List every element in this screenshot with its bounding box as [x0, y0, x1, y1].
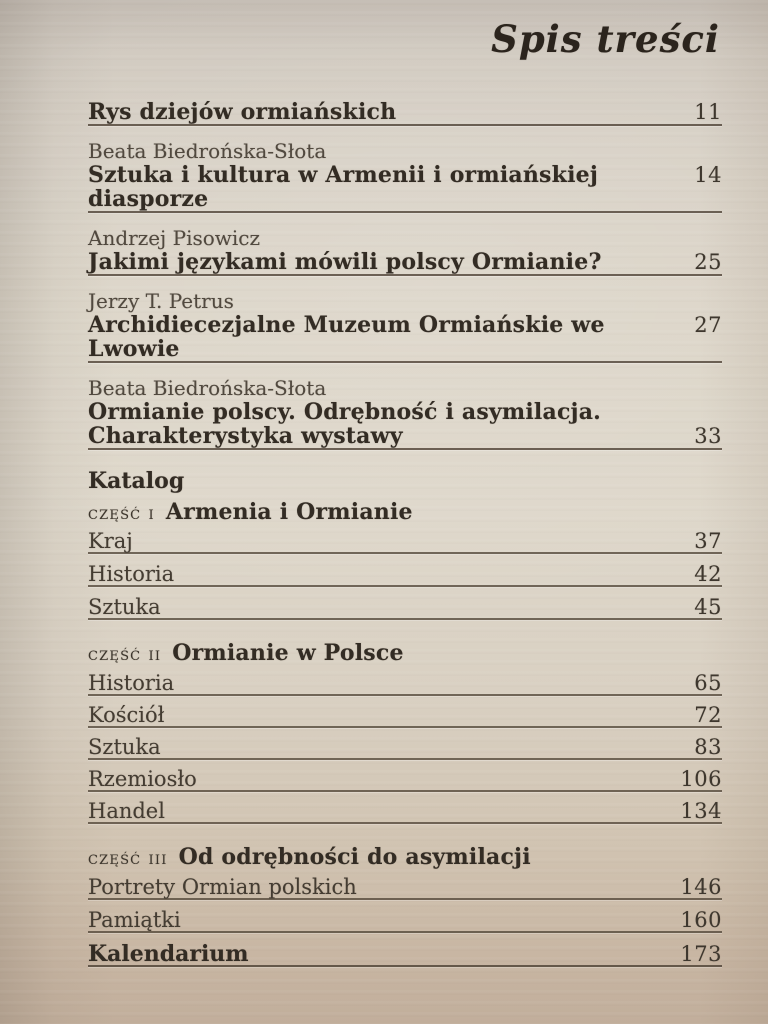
entry-title-line1: Ormianie polscy. Odrębność i asymilacja. [88, 399, 602, 425]
entry-title: Jakimi językami mówili polscy Ormianie? [88, 249, 602, 275]
page-number: 25 [694, 250, 722, 274]
part-label: część i [88, 502, 155, 524]
entry-author: Andrzej Pisowicz [88, 226, 261, 250]
item-label: Rzemiosło [88, 767, 197, 791]
page-number: 37 [694, 529, 722, 553]
toc-entry [88, 377, 722, 450]
item-label: Portrety Ormian polskich [88, 875, 357, 899]
part-heading-2 [88, 639, 722, 669]
toc-entry [88, 100, 722, 126]
toc-item [88, 801, 722, 824]
page-number: 42 [694, 562, 722, 586]
kalendarium-label: Kalendarium [88, 941, 249, 967]
page-number: 33 [694, 424, 722, 448]
entry-author: Beata Biedrońska-Słota [88, 139, 327, 163]
page-number: 134 [680, 799, 722, 823]
part-heading-1 [88, 498, 722, 528]
toc-item [88, 597, 722, 620]
toc-item [88, 737, 722, 760]
toc-item [88, 877, 722, 900]
entry-title: Rys dziejów ormiańskich [88, 99, 397, 125]
item-label: Historia [88, 671, 175, 695]
entry-author: Jerzy T. Petrus [88, 289, 234, 313]
page-number: 45 [694, 595, 722, 619]
entry-row [88, 100, 722, 126]
item-label: Sztuka [88, 735, 161, 759]
entry-title: Archidiecezjalne Muzeum Ormiańskie we Lwowie [88, 312, 605, 362]
page-number: 146 [680, 875, 722, 899]
entry-title-line2: Charakterystyka wystawy [88, 423, 403, 449]
page-number: 83 [694, 735, 722, 759]
page-number: 173 [680, 942, 722, 966]
toc-item [88, 910, 722, 933]
entry-author: Beata Biedrońska-Słota [88, 376, 327, 400]
page-number: 65 [694, 671, 722, 695]
entry-row [88, 250, 722, 276]
part-items-3 [88, 877, 722, 933]
page-title: Spis treści [491, 17, 720, 61]
part-items-1 [88, 531, 722, 620]
entry-row [88, 163, 722, 213]
toc-item [88, 531, 722, 554]
page-number: 11 [694, 100, 722, 124]
part-heading-3 [88, 843, 722, 873]
toc-item [88, 705, 722, 728]
toc-item [88, 769, 722, 792]
page-number: 160 [680, 908, 722, 932]
part-title: Armenia i Ormianie [165, 499, 413, 525]
page-number: 14 [694, 163, 722, 187]
section-heading-katalog: Katalog [88, 468, 185, 494]
page-number: 72 [694, 703, 722, 727]
item-label: Kraj [88, 529, 133, 553]
part-label: część iii [88, 847, 168, 869]
toc-item [88, 673, 722, 696]
part-title: Od odrębności do asymilacji [178, 844, 531, 870]
item-label: Handel [88, 799, 165, 823]
entry-title: Sztuka i kultura w Armenii i ormiańskiej diasporze [88, 162, 598, 212]
part-label: część ii [88, 643, 162, 665]
part-items-2 [88, 673, 722, 824]
entry-row [88, 313, 722, 363]
part-title: Ormianie w Polsce [172, 640, 404, 666]
toc-entry [88, 140, 722, 213]
page-number: 27 [694, 313, 722, 337]
toc-page [88, 0, 722, 967]
toc-entry [88, 227, 722, 276]
kalendarium-row [88, 943, 722, 967]
toc-item [88, 564, 722, 587]
item-label: Historia [88, 562, 175, 586]
page-number: 106 [680, 767, 722, 791]
item-label: Kościół [88, 703, 165, 727]
item-label: Sztuka [88, 595, 161, 619]
entry-row [88, 424, 722, 450]
item-label: Pamiątki [88, 908, 181, 932]
toc-entry [88, 290, 722, 363]
